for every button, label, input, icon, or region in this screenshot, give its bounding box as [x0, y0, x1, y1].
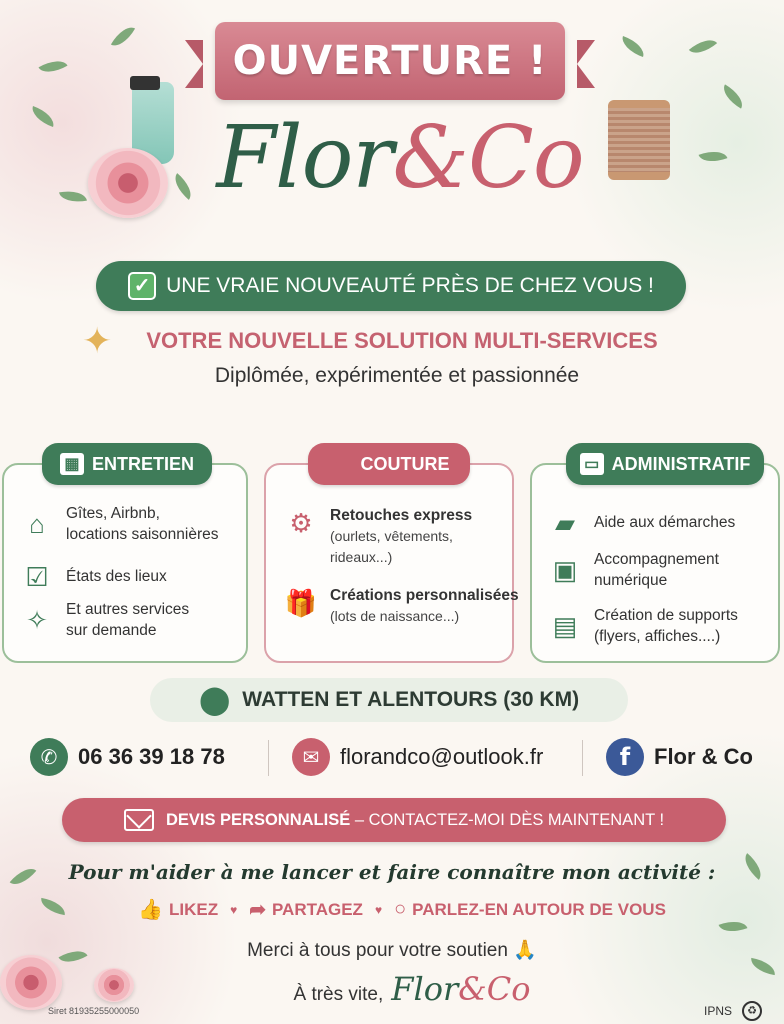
map-pin-icon: ⬤ [198, 684, 231, 715]
location-pill [150, 678, 628, 722]
house-icon: ⌂ [29, 509, 45, 540]
thanks-text: Merci à tous pour votre soutien 🙏 [247, 940, 537, 961]
needle-icon: ✂ [331, 451, 350, 476]
siret-number: Siret 81935255000050 [48, 1006, 140, 1016]
opening-banner [215, 22, 565, 100]
laptop-icon: ▭ [580, 453, 604, 475]
contact-phone[interactable] [30, 738, 225, 776]
cta-text: Pour m'aider à me lancer et faire connaître mon activité : [68, 860, 716, 884]
signoff-logo: Flor&Co [391, 970, 531, 1008]
sparkle-icon: ✦ [82, 320, 113, 361]
subtitle-secondary: Diplômée, expérimentée et passionnée [214, 364, 580, 387]
sewing-machine-icon: ⚙ [289, 507, 313, 538]
divider [268, 740, 269, 776]
checklist-icon: ☑ [25, 561, 49, 592]
thumbs-up-icon: 👍 [138, 899, 163, 921]
card-entretien-title: ENTRETIEN [91, 453, 194, 474]
phone-number[interactable]: 06 36 39 18 78 [78, 744, 225, 769]
gift-icon: 🎁 [284, 587, 318, 618]
sparkles-icon: ✧ [26, 605, 48, 636]
admin-item-accompagnement: ▣ Accompagnement numérique [548, 550, 719, 592]
thread-spool-icon [608, 100, 670, 180]
banner-title: OUVERTURE ! [232, 38, 548, 84]
admin-item-demarches: ▰ Aide aux démarches [548, 506, 735, 540]
facebook-page[interactable]: Flor & Co [654, 744, 753, 769]
recycle-icon: ♻ [742, 1001, 762, 1021]
couture-item-retouches: ⚙ Retouches express (ourlets, vêtements, rideaux...) [284, 506, 472, 569]
facebook-icon: f [606, 738, 644, 776]
email-address[interactable]: florandco@outlook.fr [340, 744, 544, 769]
heart-icon: ♥ [374, 902, 383, 917]
card-administratif-title: ADMINISTRATIF [611, 453, 751, 474]
rose-icon [88, 148, 168, 218]
phone-icon: ✆ [30, 738, 68, 776]
monitor-icon: ▣ [552, 555, 578, 586]
heart-icon: ♥ [230, 902, 238, 917]
entretien-item-gites: ⌂ Gîtes, Airbnb, locations saisonnières [20, 504, 219, 546]
action-talk: ○ PARLEZ-EN AUTOUR DE VOUS [394, 898, 666, 920]
mail-icon: ✉ [292, 738, 330, 776]
divider [582, 740, 583, 776]
logo-part-flor: Flor [216, 108, 393, 208]
signoff-text: À très vite, [293, 984, 384, 1005]
brand-logo [190, 98, 610, 218]
folder-icon: ▰ [555, 507, 575, 538]
entretien-item-etats: ☑ États des lieux [20, 560, 167, 594]
check-icon: ✓ [128, 272, 156, 300]
contact-facebook[interactable] [606, 738, 753, 776]
logo-part-co: Co [468, 108, 584, 208]
signoff [0, 970, 784, 1008]
logo-ampersand: & [392, 108, 469, 208]
entretien-item-autres: ✧ Et autres services sur demande [20, 600, 189, 642]
card-administratif-header [566, 443, 764, 485]
action-share: ➦ PARTAGEZ [249, 899, 363, 921]
ipns-label: IPNS [704, 1004, 733, 1018]
devis-text: DEVIS PERSONNALISÉ – CONTACTEZ-MOI DÈS MAINTENANT ! [165, 810, 665, 829]
share-arrow-icon: ➦ [249, 899, 266, 921]
action-like: 👍 LIKEZ [138, 899, 219, 921]
couture-item-creations: 🎁 Créations personnalisées (lots de naissance...) [284, 587, 519, 624]
location-text: WATTEN ET ALENTOURS (30 KM) [242, 688, 580, 711]
cta-actions [0, 897, 784, 922]
subtitle-main: VOTRE NOUVELLE SOLUTION MULTI-SERVICES [146, 328, 658, 353]
speech-bubble-icon: ○ [394, 898, 407, 920]
headline-text: UNE VRAIE NOUVEAUTÉ PRÈS DE CHEZ VOUS ! [166, 274, 654, 297]
card-entretien-header [42, 443, 212, 485]
headline-pill [96, 261, 686, 311]
building-icon: ▦ [60, 453, 84, 475]
card-couture-title: COUTURE [360, 453, 450, 474]
document-icon: ▤ [552, 611, 578, 642]
devis-pill [62, 798, 726, 842]
card-couture-header [308, 443, 470, 485]
contact-email[interactable] [292, 738, 543, 776]
envelope-icon [124, 809, 154, 831]
admin-item-supports: ▤ Création de supports (flyers, affiches....) [548, 606, 738, 648]
